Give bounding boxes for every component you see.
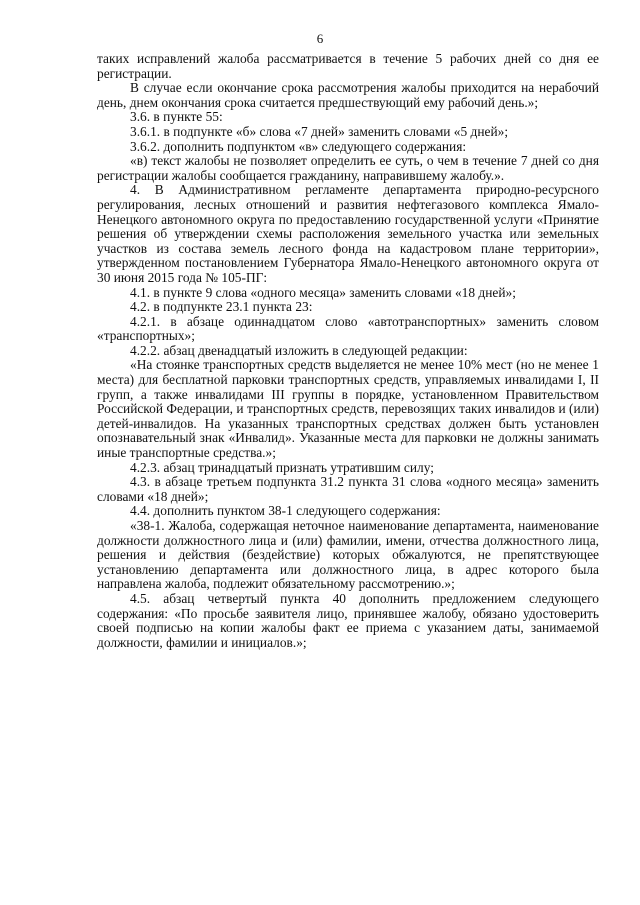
paragraph: 4.4. дополнить пунктом 38-1 следующего содержания:	[130, 503, 441, 519]
paragraph: «38-1. Жалоба, содержащая неточное наименование департамента, наименование должности должностного лица и (или) фамилии, имени, отчества должностного лица, решения и действия (бездействие) которых обжалуются, не препятствующее установлению департамента или должностного лица, в адрес которого была направлена жалоба, подлежит обязательному рассмотрению.»;	[97, 518, 599, 592]
paragraph: «На стоянке транспортных средств выделяется не менее 10% мест (но не менее 1 места) для бесплатной парковки транспортных средств, управляемых инвалидами I, II групп, а также инвалидами III группы в порядке, установленном Правительством Российской Федерации, и транспортных средств, перевозящих таких инвалидов и (или) детей-инвалидов. На указанных транспортных средствах должен быть установлен опознавательный знак «Инвалид». Указанные места для парковки не должны занимать иные транспортные средства.»;	[97, 357, 599, 461]
paragraph: 3.6. в пункте 55:	[130, 109, 223, 125]
paragraph: таких исправлений жалоба рассматривается в течение 5 рабочих дней со дня ее регистрации.	[97, 51, 599, 81]
paragraph: 4.2.1. в абзаце одиннадцатом слово «автотранспортных» заменить словом «транспортных»;	[97, 313, 599, 344]
paragraph: 4.3. в абзаце третьем подпункта 31.2 пункта 31 слова «одного месяца» заменить словами «18 дней»;	[97, 474, 599, 504]
paragraph: 4. В Административном регламенте департамента природно-ресурсного регулирования, лесных отношений и развития нефтегазового комплекса Ямало-Ненецкого автономного округа по предоставлению государственной услуги «Принятие решения об утверждении схемы расположения земельного участка или земельных участков из состава земель лесного фонда на кадастровом плане территории», утвержденном постановлением Губернатора Ямало-Ненецкого автономного округа от 30 июня 2015 года № 105-ПГ:	[97, 182, 599, 285]
paragraph: «в) текст жалобы не позволяет определить ее суть, о чем в течение 7 дней со дня регистрации жалобы сообщается гражданину, направившему жалобу.».	[97, 153, 599, 183]
document-body	[97, 52, 599, 650]
page-number: 6	[316, 31, 324, 46]
paragraph: 4.2.3. абзац тринадцатый признать утратившим силу;	[130, 459, 434, 475]
paragraph: 3.6.1. в подпункте «б» слова «7 дней» заменить словами «5 дней»;	[130, 123, 509, 139]
paragraph: 4.5. абзац четвертый пункта 40 дополнить предложением следующего содержания: «По просьбе заявителя лицо, принявшее жалобу, обязано удостоверить своей подписью на копии жалобы факт ее приема с указанием даты, занимаемой должности, фамилии и инициалов.»;	[97, 590, 599, 650]
paragraph: 4.2.2. абзац двенадцатый изложить в следующей редакции:	[130, 342, 468, 358]
paragraph: 3.6.2. дополнить подпунктом «в» следующего содержания:	[130, 138, 467, 154]
paragraph: 4.2. в подпункте 23.1 пункта 23:	[130, 299, 313, 315]
paragraph: 4.1. в пункте 9 слова «одного месяца» заменить словами «18 дней»;	[130, 284, 516, 300]
paragraph: В случае если окончание срока рассмотрения жалобы приходится на нерабочий день, днем окончания срока считается предшествующий ему рабочий день.»;	[97, 80, 599, 110]
